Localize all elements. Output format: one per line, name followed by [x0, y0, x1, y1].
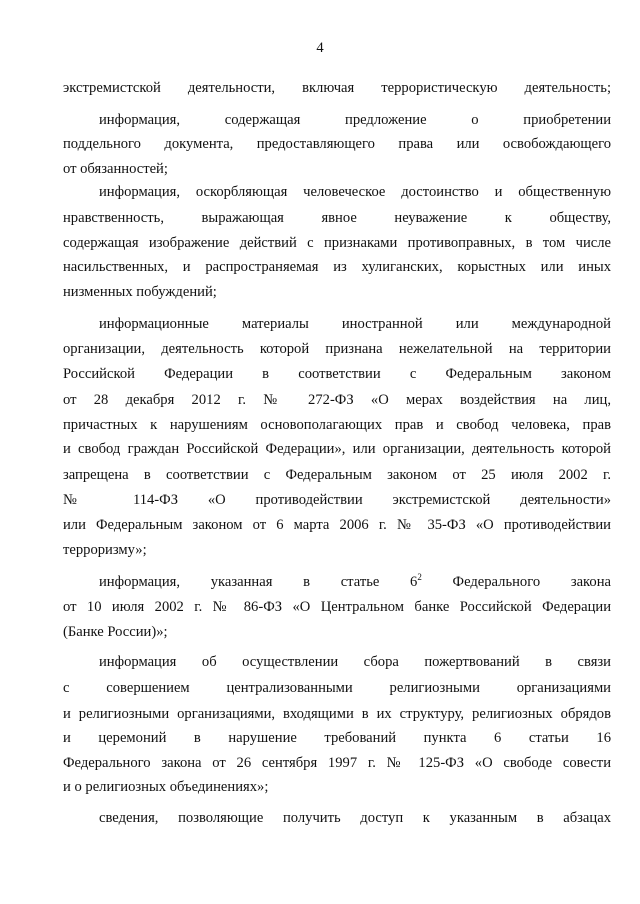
text-line: от обязанностей;: [63, 161, 168, 177]
text-line: с совершением централизованными религиозными организациями: [63, 680, 611, 696]
text-line: от 28 декабря 2012 г. № 272-ФЗ «О мерах воздействия на лиц,: [63, 392, 611, 408]
text-line: № 114-ФЗ «О противодействии экстремистской деятельности»: [63, 492, 611, 508]
text-line: Российской Федерации в соответствии с Федеральным законом: [63, 366, 611, 382]
text-line: запрещена в соответствии с Федеральным законом от 25 июля 2002 г.: [63, 467, 611, 483]
text-line: терроризму»;: [63, 542, 147, 558]
text-line: низменных побуждений;: [63, 284, 217, 300]
text-line: насильственных, и распространяемая из хулиганских, корыстных или иных: [63, 259, 611, 275]
text-line: сведения, позволяющие получить доступ к указанным в абзацах: [99, 810, 611, 826]
text-line: поддельного документа, предоставляющего права или освобождающего: [63, 136, 611, 152]
text-line: информация, оскорбляющая человеческое достоинство и общественную: [99, 184, 611, 200]
text-fragment: Федерального закона: [421, 574, 611, 590]
text-line: Федерального закона от 26 сентября 1997 г. № 125-ФЗ «О свободе совести: [63, 755, 611, 771]
text-line: информация, содержащая предложение о приобретении: [99, 112, 611, 128]
page-number: 4: [316, 40, 324, 56]
text-line: нравственность, выражающая явное неуважение к обществу,: [63, 210, 611, 226]
text-line: и религиозными организациями, входящими в их структуру, религиозных обрядов: [63, 706, 611, 722]
text-line: информационные материалы иностранной или международной: [99, 316, 611, 332]
text-line: причастных к нарушениям основополагающих прав и свобод человека, прав: [63, 417, 611, 433]
text-line: организации, деятельность которой признана нежелательной на территории: [63, 341, 611, 357]
text-line: содержащая изображение действий с признаками противоправных, в том числе: [63, 235, 611, 251]
text-line: и о религиозных объединениях»;: [63, 779, 269, 795]
text-line: экстремистской деятельности, включая террористическую деятельность;: [63, 80, 611, 96]
text-line: (Банке России)»;: [63, 624, 168, 640]
text-fragment: информация, указанная в статье 6: [99, 574, 418, 590]
superscript: 2: [417, 572, 422, 582]
text-line: и церемоний в нарушение требований пункта 6 статьи 16: [63, 730, 611, 746]
text-line: или Федеральным законом от 6 марта 2006 г. № 35-ФЗ «О противодействии: [63, 517, 611, 533]
text-line: [99, 572, 611, 592]
text-line: от 10 июля 2002 г. № 86-ФЗ «О Центральном банке Российской Федерации: [63, 599, 611, 615]
text-line: и свобод граждан Российской Федерации», или организации, деятельность которой: [63, 441, 611, 457]
text-line: информация об осуществлении сбора пожертвований в связи: [99, 654, 611, 670]
